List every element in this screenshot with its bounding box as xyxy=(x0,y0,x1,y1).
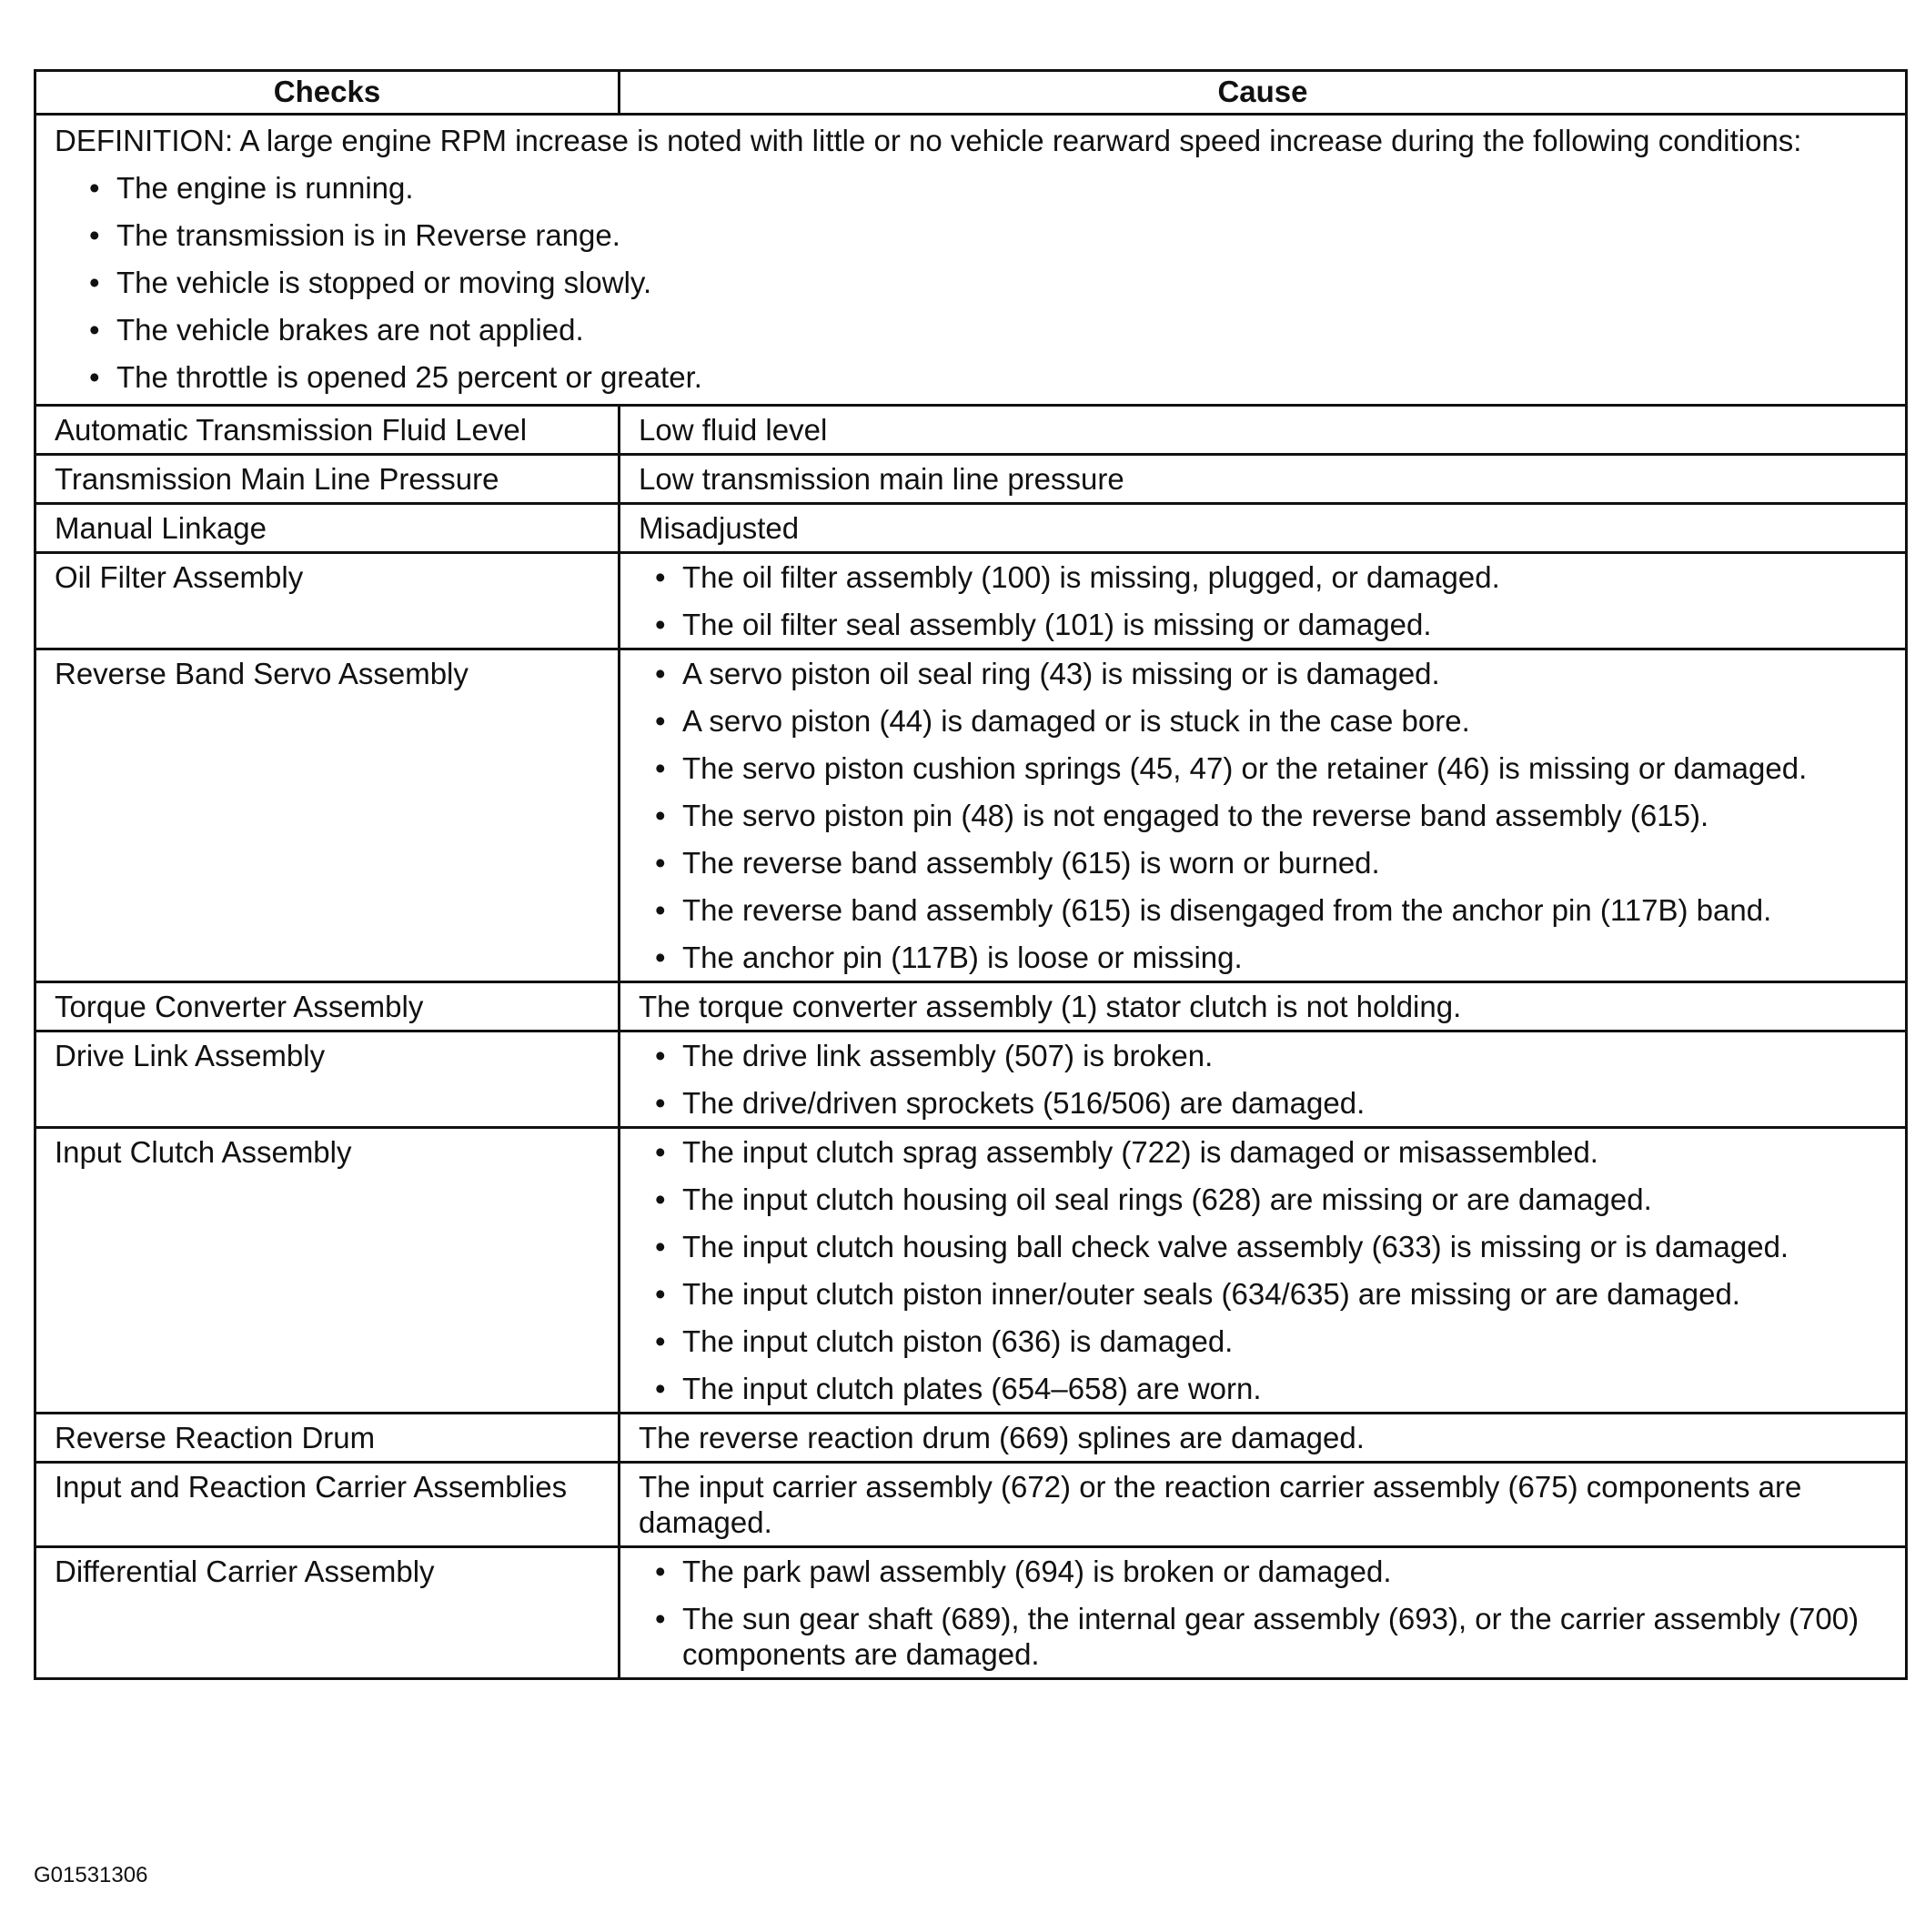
condition-item: • The engine is running. xyxy=(55,170,1887,206)
cause-list xyxy=(639,656,1890,975)
cause-cell: The torque converter assembly (1) stator clutch is not holding. xyxy=(620,982,1907,1031)
check-cell: Oil Filter Assembly xyxy=(35,553,620,649)
condition-item: • The vehicle is stopped or moving slowly. xyxy=(55,265,1887,300)
table-row xyxy=(35,1414,1907,1463)
cause-item: • The servo piston cushion springs (45, 47) or the retainer (46) is missing or damaged. xyxy=(639,750,1890,786)
definition-row xyxy=(35,115,1907,406)
check-cell: Drive Link Assembly xyxy=(35,1031,620,1128)
figure-id: G01531306 xyxy=(34,1863,148,1887)
cause-item: • A servo piston oil seal ring (43) is missing or is damaged. xyxy=(639,656,1890,691)
check-cell: Differential Carrier Assembly xyxy=(35,1547,620,1679)
header-checks: Checks xyxy=(35,71,620,115)
header-cause: Cause xyxy=(620,71,1907,115)
table-body xyxy=(35,115,1907,1679)
table-row xyxy=(35,1547,1907,1679)
table-row xyxy=(35,1128,1907,1414)
cause-cell xyxy=(620,1128,1907,1414)
cause-cell xyxy=(620,649,1907,982)
cause-cell: The reverse reaction drum (669) splines are damaged. xyxy=(620,1414,1907,1463)
table-row xyxy=(35,553,1907,649)
cause-cell xyxy=(620,1031,1907,1128)
check-cell: Input and Reaction Carrier Assemblies xyxy=(35,1463,620,1547)
check-cell: Manual Linkage xyxy=(35,504,620,553)
cause-item: • The anchor pin (117B) is loose or missing. xyxy=(639,940,1890,975)
condition-item: • The transmission is in Reverse range. xyxy=(55,217,1887,253)
table-row xyxy=(35,649,1907,982)
cause-item: • The reverse band assembly (615) is disengaged from the anchor pin (117B) band. xyxy=(639,892,1890,928)
definition-cell xyxy=(35,115,1907,406)
cause-item: • The input clutch piston (636) is damaged. xyxy=(639,1323,1890,1359)
cause-item: • The drive link assembly (507) is broken. xyxy=(639,1038,1890,1073)
cause-item: • The input clutch sprag assembly (722) is damaged or misassembled. xyxy=(639,1134,1890,1170)
cause-cell xyxy=(620,553,1907,649)
cause-item: • The input clutch housing oil seal rings (628) are missing or are damaged. xyxy=(639,1182,1890,1217)
cause-item: • The oil filter assembly (100) is missing, plugged, or damaged. xyxy=(639,559,1890,595)
table-row xyxy=(35,504,1907,553)
table-row xyxy=(35,982,1907,1031)
table-row xyxy=(35,406,1907,455)
condition-item: • The throttle is opened 25 percent or greater. xyxy=(55,359,1887,395)
table-row xyxy=(35,1463,1907,1547)
definition-text: DEFINITION: A large engine RPM increase is noted with little or no vehicle rearward speed increase during the following conditions: xyxy=(55,124,1802,157)
cause-cell: The input carrier assembly (672) or the reaction carrier assembly (675) components are damaged. xyxy=(620,1463,1907,1547)
cause-list xyxy=(639,1554,1890,1672)
check-cell: Reverse Band Servo Assembly xyxy=(35,649,620,982)
cause-item: • The input clutch piston inner/outer seals (634/635) are missing or are damaged. xyxy=(639,1276,1890,1312)
conditions-list xyxy=(55,170,1887,395)
check-cell: Input Clutch Assembly xyxy=(35,1128,620,1414)
cause-cell: Misadjusted xyxy=(620,504,1907,553)
cause-list xyxy=(639,1134,1890,1406)
check-cell: Automatic Transmission Fluid Level xyxy=(35,406,620,455)
check-cell: Torque Converter Assembly xyxy=(35,982,620,1031)
cause-item: • The sun gear shaft (689), the internal gear assembly (693), or the carrier assembly (700) components are damaged. xyxy=(639,1601,1890,1672)
condition-item: • The vehicle brakes are not applied. xyxy=(55,312,1887,347)
header-row xyxy=(35,71,1907,115)
cause-item: • The input clutch plates (654–658) are worn. xyxy=(639,1371,1890,1406)
table-row xyxy=(35,455,1907,504)
check-cell: Transmission Main Line Pressure xyxy=(35,455,620,504)
cause-cell: Low fluid level xyxy=(620,406,1907,455)
cause-item: • The input clutch housing ball check valve assembly (633) is missing or is damaged. xyxy=(639,1229,1890,1264)
cause-item: • The oil filter seal assembly (101) is missing or damaged. xyxy=(639,607,1890,642)
check-cell: Reverse Reaction Drum xyxy=(35,1414,620,1463)
cause-item: • A servo piston (44) is damaged or is stuck in the case bore. xyxy=(639,703,1890,739)
diagnostic-table xyxy=(34,69,1908,1680)
cause-list xyxy=(639,1038,1890,1121)
cause-item: • The servo piston pin (48) is not engaged to the reverse band assembly (615). xyxy=(639,798,1890,833)
table-row xyxy=(35,1031,1907,1128)
cause-cell xyxy=(620,1547,1907,1679)
cause-item: • The park pawl assembly (694) is broken or damaged. xyxy=(639,1554,1890,1589)
cause-list xyxy=(639,559,1890,642)
cause-item: • The reverse band assembly (615) is worn or burned. xyxy=(639,845,1890,880)
cause-cell: Low transmission main line pressure xyxy=(620,455,1907,504)
cause-item: • The drive/driven sprockets (516/506) are damaged. xyxy=(639,1085,1890,1121)
